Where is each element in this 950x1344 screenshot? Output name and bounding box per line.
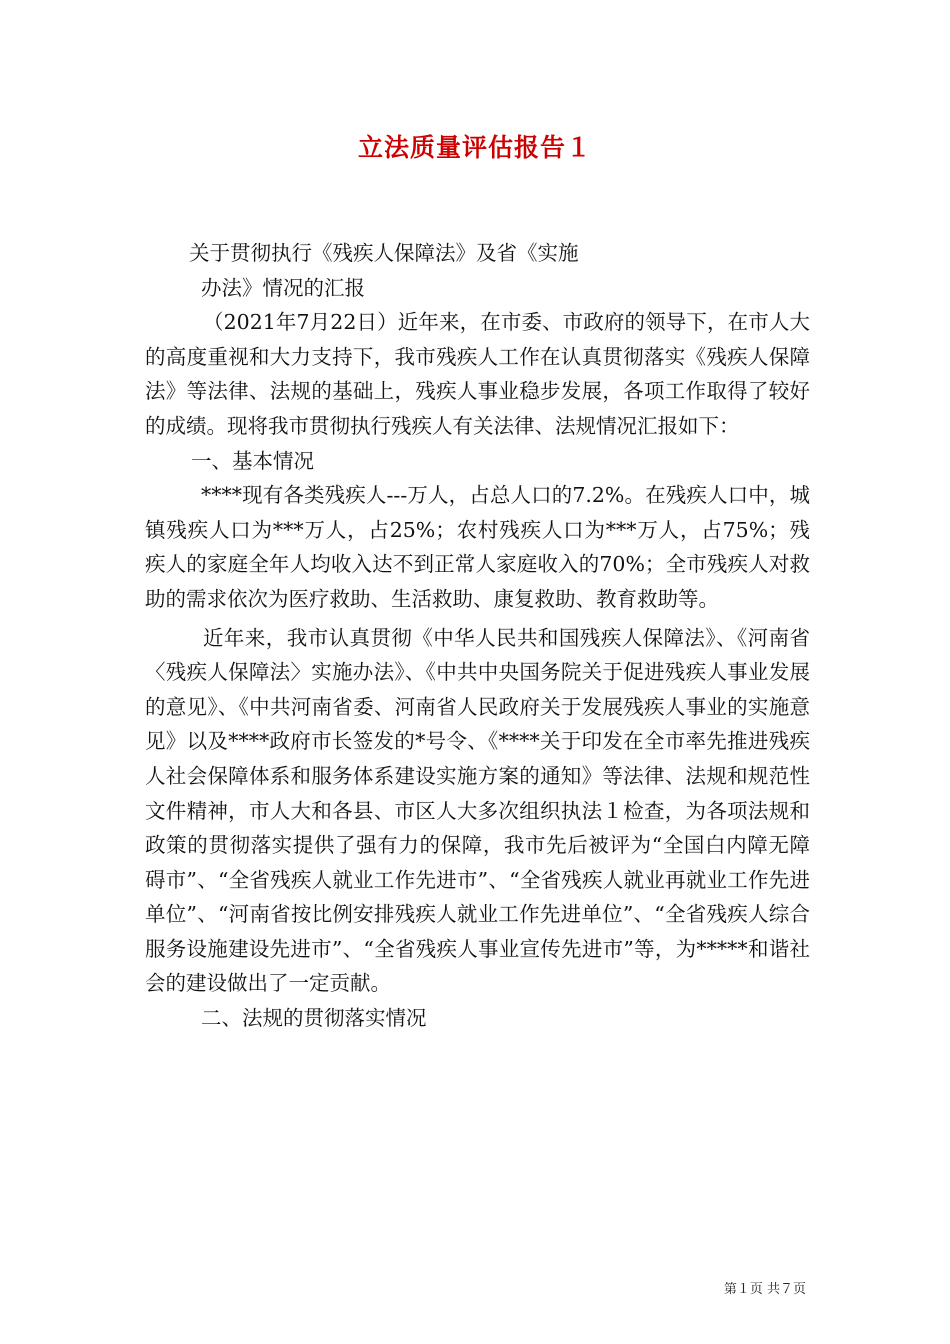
report-heading-line1: 关于贯彻执行《残疾人保障法》及省《实施 (189, 241, 579, 265)
page-number: 第１页 共７页 (723, 1282, 806, 1297)
section1-paragraph1: ****现有各类残疾人---万人，占总人口的7.2%。在残疾人口中，城镇残疾人口为***万人，占25%；农村残疾人口为***万人，占75%；残疾人的家庭全年人均收入达不到正常人家庭收入的70%；全市残疾人对救助的需求依次为医疗救助、生活救助、康复救助、教育救助等。 (145, 483, 810, 611)
report-heading-line2: 办法》情况的汇报 (201, 275, 365, 300)
section2-title: 二、法规的贯彻落实情况 (201, 1006, 427, 1031)
document-body (145, 236, 810, 1036)
document-title: 立法质量评估报告１ (357, 133, 592, 162)
intro-paragraph: （2021年7月22日）近年来，在市委、市政府的领导下，在市人大的高度重视和大力支持下，我市残疾人工作在认真贯彻落实《残疾人保障法》等法律、法规的基础上，残疾人事业稳步发展，各项工作取得了较好的成绩。现将我市贯彻执行残疾人有关法律、法规情况汇报如下： (145, 310, 810, 438)
section1-title: 一、基本情况 (191, 448, 314, 473)
section1-paragraph2: 近年来，我市认真贯彻《中华人民共和国残疾人保障法》、《河南省〈残疾人保障法〉实施办法》、《中共中央国务院关于促进残疾人事业发展的意见》、《中共河南省委、河南省人民政府关于发展残疾人事业的实施意见》以及****政府市长签发的*号令、《****关于印发在全市率先推进残疾人社会保障体系和服务体系建设实施方案的通知》等法律、法规和规范性文件精神，市人大和各县、市区人大多次组织执法１检查，为各项法规和政策的贯彻落实提供了强有力的保障，我市先后被评为“全国白内障无障碍市”、“全省残疾人就业工作先进市”、“全省残疾人就业再就业工作先进单位”、“河南省按比例安排残疾人就业工作先进单位”、“全省残疾人综合服务设施建设先进市”、“全省残疾人事业宣传先进市”等，为*****和谐社会的建设做出了一定贡献。 (145, 625, 810, 996)
